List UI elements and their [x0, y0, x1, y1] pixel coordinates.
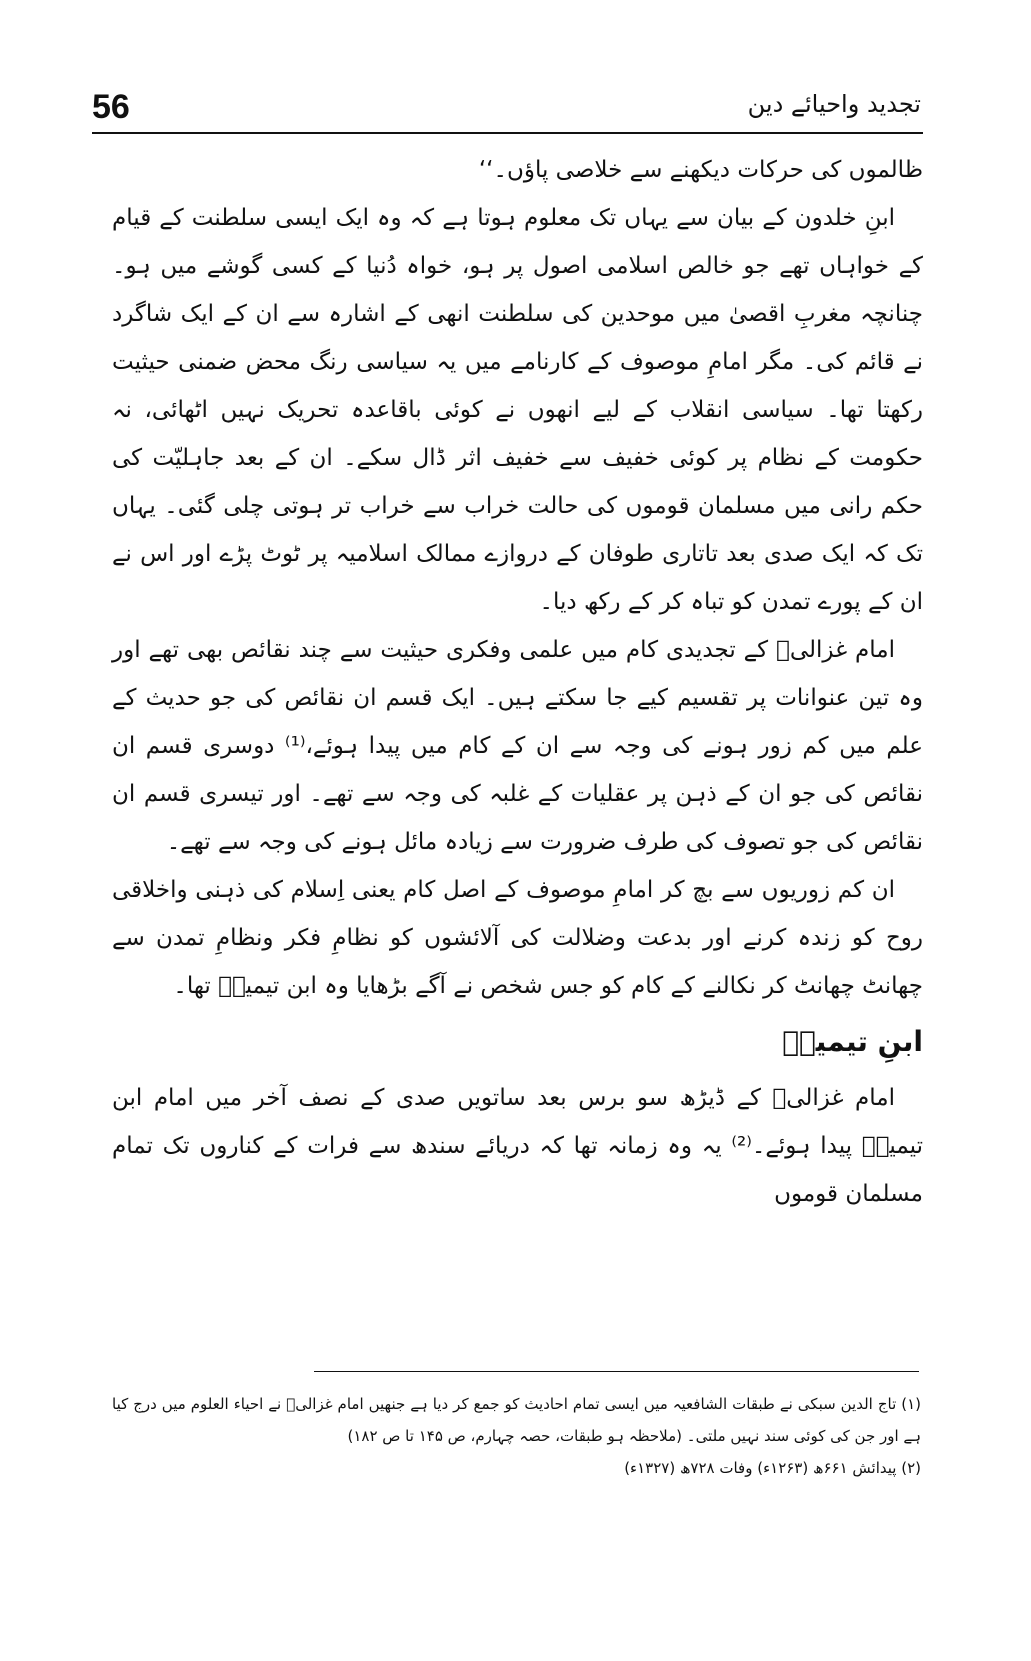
- running-title: تجدید واحیائے دین: [747, 90, 921, 118]
- header-divider: [92, 132, 923, 134]
- paragraph: ان کم زوریوں سے بچ کر امامِ موصوف کے اصل کام یعنی اِسلام کی ذہنی واخلاقی روح کو زندہ کرنے اور بدعت وضلالت کی آلائشوں کو نظامِ فکر ونظامِ تمدن سے چھانٹ چھانٹ کر نکالنے کے کام کو جس شخص نے آگے بڑھایا وہ ابن تیمیہؒ تھا۔: [112, 877, 923, 999]
- footnote-divider: [314, 1371, 919, 1372]
- footnote: (۲) پیدائش ۶۶۱ھ (۱۲۶۳ء) وفات ۷۲۸ھ (۱۳۲۷ء): [624, 1459, 921, 1477]
- main-text: [112, 146, 923, 1218]
- paragraph: ظالموں کی حرکات دیکھنے سے خلاصی پاؤں۔‘‘: [478, 157, 923, 183]
- section-heading: ابنِ تیمیہؒ: [782, 1025, 923, 1058]
- footnote: (۱) تاج الدین سبکی نے طبقات الشافعیہ میں ایسی تمام احادیث کو جمع کر دیا ہے جنھیں امام غزالیؒ نے احیاء العلوم میں درج کیا ہے اور جن کی کوئی سند نہیں ملتی۔ (ملاحظہ ہو طبقات، حصہ چہارم، ص ۱۴۵ تا ص ۱۸۲): [112, 1395, 921, 1445]
- paragraph: امام غزالیؒ کے تجدیدی کام میں علمی وفکری حیثیت سے چند نقائص بھی تھے اور وہ تین عنوانات پر تقسیم کیے جا سکتے ہیں۔ ایک قسم ان نقائص کی جو حدیث کے علم میں کم زور ہونے کی وجہ سے ان کے کام میں پیدا ہوئے،⁽¹⁾ دوسری قسم ان نقائص کی جو ان کے ذہن پر عقلیات کے غلبہ کی وجہ سے تھے۔ اور تیسری قسم ان نقائص کی جو تصوف کی طرف ضرورت سے زیادہ مائل ہونے کی وجہ سے تھے۔: [112, 637, 924, 855]
- paragraph: امام غزالیؒ کے ڈیڑھ سو برس بعد ساتویں صدی کے نصف آخر میں امام ابن تیمیہؒ پیدا ہوئے۔⁽²⁾ یہ وہ زمانہ تھا کہ دریائے سندھ سے فرات کے کناروں تک تمام مسلمان قوموں: [112, 1085, 923, 1207]
- paragraph: ابنِ خلدون کے بیان سے یہاں تک معلوم ہوتا ہے کہ وہ ایک ایسی سلطنت کے قیام کے خواہاں تھے جو خالص اسلامی اصول پر ہو، خواہ دُنیا کے کسی گوشے میں ہو۔ چنانچہ مغربِ اقصیٰ میں موحدین کی سلطنت انھی کے اشارہ سے ان کے ایک شاگرد نے قائم کی۔ مگر امامِ موصوف کے کارنامے میں یہ سیاسی رنگ محض ضمنی حیثیت رکھتا تھا۔ سیاسی انقلاب کے لیے انھوں نے کوئی باقاعدہ تحریک نہیں اٹھائی، نہ حکومت کے نظام پر کوئی خفیف سے خفیف اثر ڈال سکے۔ ان کے بعد جاہلیّت کی حکم رانی میں مسلمان قوموں کی حالت خراب سے خراب تر ہوتی چلی گئی۔ یہاں تک کہ ایک صدی بعد تاتاری طوفان کے دروازے ممالک اسلامیہ پر ٹوٹ پڑے اور اس نے ان کے پورے تمدن کو تباہ کر کے رکھ دیا۔: [112, 205, 923, 615]
- footnotes: [112, 1388, 921, 1484]
- page-number: 56: [92, 88, 130, 126]
